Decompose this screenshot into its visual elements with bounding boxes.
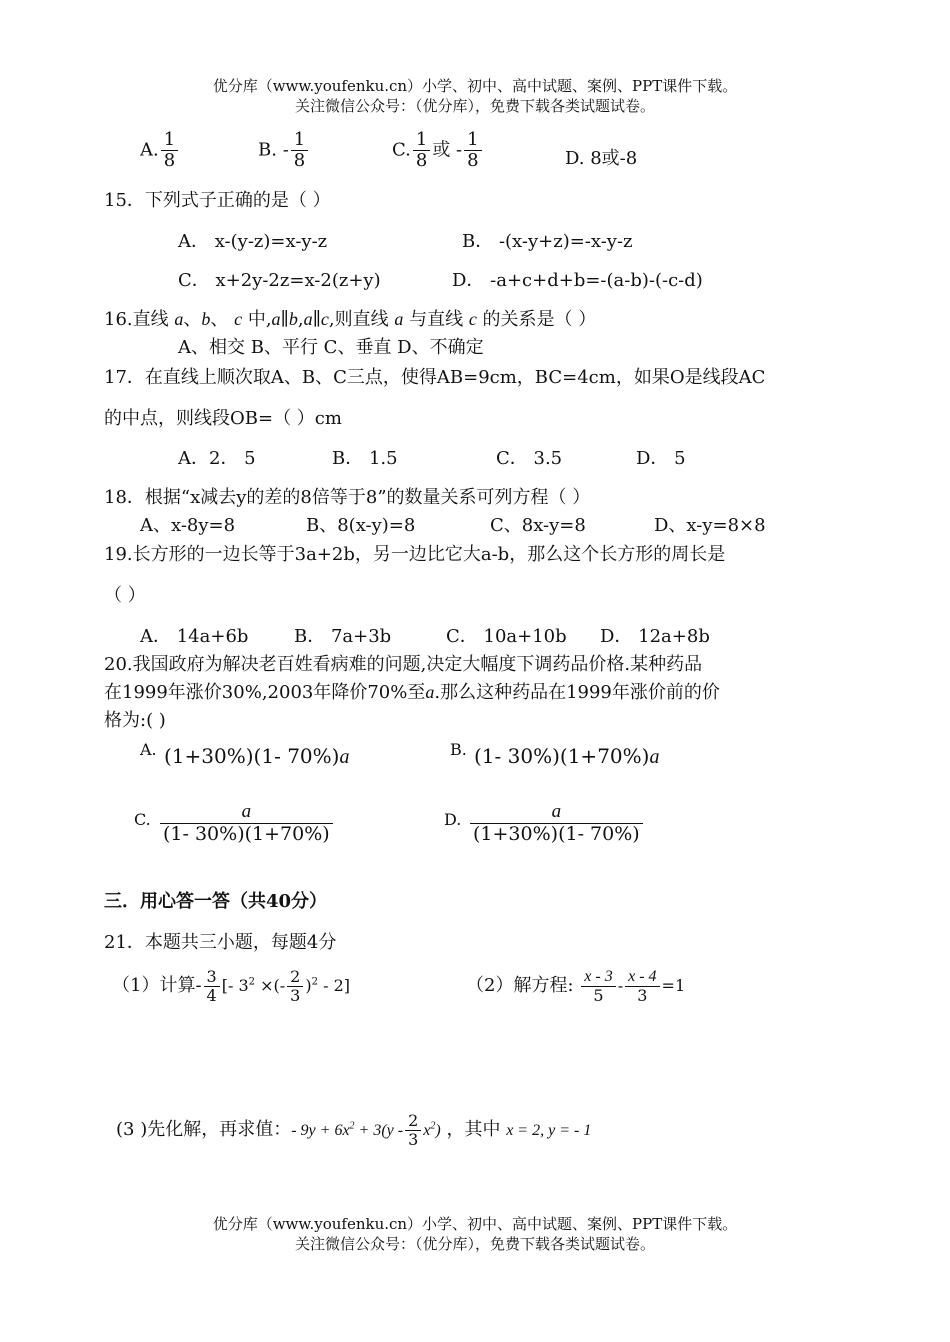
q18-option-c: C、8x-y=8 xyxy=(490,515,586,536)
q21-part-2: （2）解方程: $\frac{x - 3}{5}$ - $\frac{x - 4}{3}$ =1 xyxy=(466,968,686,1005)
q17-option-d: D． 5 xyxy=(636,448,686,469)
q18-option-b: B、8(x-y)=8 xyxy=(306,515,416,536)
q18-option-a: A、x-8y=8 xyxy=(140,515,236,536)
q20-option-c-label: C. xyxy=(134,810,151,829)
q14-option-a: A. $\frac{1}{8}$ xyxy=(140,130,180,171)
footer-line-1: 优分库（www.youfenku.cn）小学、初中、高中试题、案例、PPT课件下载。 xyxy=(212,1215,738,1233)
q20-line-2: 在1999年涨价30%,2003年降价70%至a.那么这种药品在1999年涨价前的价 xyxy=(104,682,720,703)
q21-part-3: (3 )先化解，再求值：- $9y + 6x^2 + 3(y$ - $\frac{2}{3}$ $x^2$) ，其中 x = 2, y = - 1 xyxy=(116,1111,592,1149)
q16-options: A、相交 B、平行 C、垂直 D、不确定 xyxy=(178,337,484,358)
q19-line-2: （ ） xyxy=(104,585,146,606)
q15-option-d: D． -a+c+d+b=-(a-b)-(-c-d) xyxy=(452,270,703,291)
q19-option-d: D． 12a+8b xyxy=(600,626,710,647)
q18-stem: 18．根据“x减去y的差的8倍等于8”的数量关系可列方程（ ） xyxy=(104,487,591,508)
q15-stem: 15．下列式子正确的是（ ） xyxy=(104,190,331,211)
q19-option-a: A． 14a+6b xyxy=(140,626,249,647)
q14-option-c: C. $\frac{1}{8}$ 或 - $\frac{1}{8}$ xyxy=(392,130,484,171)
q21-part-1: （1）计算- $\frac{3}{4}$ [- $3^2$ ×(- $\frac{2}{3}$ )$^2$ - 2] xyxy=(112,967,350,1005)
q17-line-2: 的中点，则线段OB=（ ）cm xyxy=(104,408,342,429)
q20-line-1: 20.我国政府为解决老百姓看病难的问题,决定大幅度下调药品价格.某种药品 xyxy=(104,654,703,675)
q20-option-c-expr: $\frac{a}{(1- 30\%)(1+70\%)}$ xyxy=(158,802,335,845)
q20-option-b-label: B. xyxy=(450,740,467,759)
footer-line-2: 关注微信公众号：（优分库），免费下载各类试题试卷。 xyxy=(294,1235,655,1253)
q15-option-a: A． x-(y-z)=x-y-z xyxy=(178,231,328,252)
q15-option-b: B． -(x-y+z)=-x-y-z xyxy=(462,231,633,252)
q18-option-d: D、x-y=8×8 xyxy=(654,515,766,536)
q19-line-1: 19.长方形的一边长等于3a+2b，另一边比它大a-b，那么这个长方形的周长是 xyxy=(104,544,726,565)
q20-option-d-expr: $\frac{a}{(1+30\%)(1- 70\%)}$ xyxy=(468,802,645,845)
q20-option-d-label: D. xyxy=(444,810,462,829)
q17-option-a: A．2． 5 xyxy=(178,448,256,469)
q17-line-1: 17．在直线上顺次取A、B、C三点，使得AB=9cm，BC=4cm，如果O是线段AC xyxy=(104,367,766,388)
q14-option-d: D. 8或-8 xyxy=(565,148,638,169)
q16-stem: 16.直线 a、b、 c 中,a∥b,a∥c,则直线 a 与直线 c 的关系是（ ） xyxy=(104,309,597,330)
section-3-title: 三．用心答一答（共40分） xyxy=(104,891,328,912)
q15-option-c: C． x+2y-2z=x-2(z+y) xyxy=(178,270,381,291)
q21-stem: 21．本题共三小题，每题4分 xyxy=(104,932,337,953)
q17-option-b: B． 1.5 xyxy=(332,448,398,469)
q19-option-b: B． 7a+3b xyxy=(294,626,392,647)
header-line-1: 优分库（www.youfenku.cn）小学、初中、高中试题、案例、PPT课件下载。 xyxy=(212,77,738,95)
q14-option-b: B. - $\frac{1}{8}$ xyxy=(258,130,310,171)
q17-option-c: C． 3.5 xyxy=(496,448,563,469)
q20-option-a-expr: (1+30%)(1- 70%)a xyxy=(164,744,350,768)
header-line-2: 关注微信公众号：（优分库），免费下载各类试题试卷。 xyxy=(294,97,655,115)
q20-option-b-expr: (1- 30%)(1+70%)a xyxy=(474,744,660,768)
q19-option-c: C． 10a+10b xyxy=(446,626,567,647)
q20-line-3: 格为:( ) xyxy=(104,710,166,731)
q20-option-a-label: A. xyxy=(140,740,157,759)
